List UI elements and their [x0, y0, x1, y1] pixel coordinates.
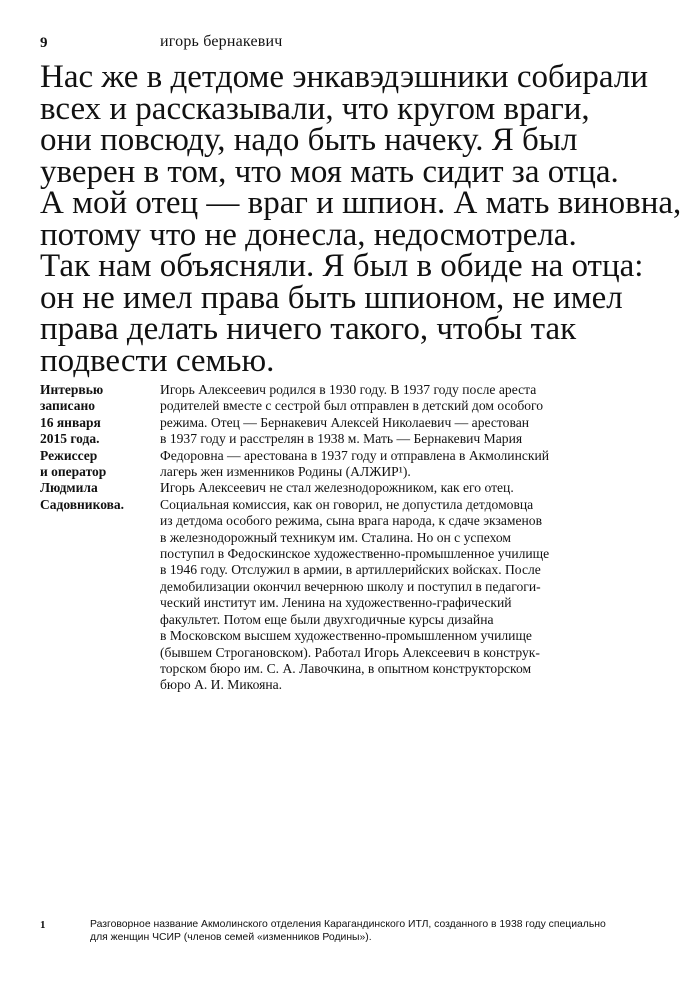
- quote-line: они повсюду, надо быть начеку. Я был: [40, 122, 578, 158]
- quote-line: всех и рассказывали, что кругом враги,: [40, 90, 590, 127]
- credits-line: 16 января: [40, 414, 101, 430]
- credits-line: и оператор: [40, 464, 107, 480]
- bio-line: в железнодорожный техникум им. Сталина. Но он с успехом: [160, 529, 511, 545]
- pull-quote: [40, 59, 682, 379]
- bio-line: в 1946 году. Отслужил в армии, в артиллерийских войсках. После: [160, 562, 541, 578]
- credits-line: Людмила: [40, 480, 98, 496]
- footnote-marker: 1: [40, 919, 46, 931]
- bio-line: Игорь Алексеевич родился в 1930 году. В 1937 году после ареста: [160, 382, 537, 397]
- credits-line: Режиссер: [40, 447, 98, 463]
- bio-line: из детдома особого режима, сына врага народа, к сдаче экзаменов: [160, 513, 542, 529]
- quote-line: А мой отец — враг и шпион. А мать виновна,: [40, 185, 682, 221]
- bio-line: в 1937 году и расстрелян в 1938 м. Мать — Бернакевич Мария: [160, 431, 523, 447]
- credits-line: Интервью: [40, 382, 104, 397]
- page-number: 9: [40, 35, 48, 51]
- bio-line: поступил в Федоскинское художественно-промышленное училище: [160, 546, 550, 562]
- bio-line: бюро А. И. Микояна.: [160, 677, 283, 693]
- credits-line: записано: [40, 398, 95, 414]
- quote-line: Так нам объясняли. Я был в обиде на отца:: [40, 248, 644, 284]
- quote-line: подвести семью.: [40, 342, 275, 379]
- bio-line: факультет. Потом еще были двухгодичные курсы дизайна: [160, 611, 494, 627]
- bio-line: Федоровна — арестована в 1937 году и отправлена в Акмолинский: [160, 447, 550, 463]
- bio-line: Социальная комиссия, как он говорил, не допустила детдомовца: [160, 496, 534, 512]
- bio-line: лагерь жен изменников Родины (АЛЖИР¹).: [160, 464, 411, 480]
- quote-line: права делать ничего такого, чтобы так: [40, 311, 577, 347]
- bio-line: демобилизации окончил вечернюю школу и поступил в педагоги-: [160, 578, 541, 594]
- bio-line: ческий институт им. Ленина на художественно-графический: [160, 595, 512, 611]
- quote-line: потому что не донесла, недосмотрела.: [40, 216, 577, 253]
- bio-line: (бывшем Строгановском). Работал Игорь Алексеевич в конструк-: [160, 644, 540, 660]
- bio-line: торском бюро им. С. А. Лавочкина, в опытном конструкторском: [160, 660, 532, 676]
- running-head: игорь бернакевич: [160, 33, 283, 50]
- credits-line: Садовникова.: [40, 496, 125, 512]
- bio-line: Игорь Алексеевич не стал железнодорожником, как его отец.: [160, 480, 514, 496]
- footnote-line: для женщин ЧСИР (членов семей «изменников Родины»).: [90, 932, 372, 943]
- footnote: [90, 918, 660, 944]
- bio-line: родителей вместе с сестрой был отправлен в детский дом особого: [160, 398, 544, 414]
- quote-line: уверен в том, что моя мать сидит за отца.: [40, 153, 619, 190]
- credits-line: 2015 года.: [40, 431, 100, 447]
- bio-line: в Московском высшем художественно-промышленном училище: [160, 628, 532, 644]
- biography-text: [160, 382, 660, 694]
- quote-line: он не имел права быть шпионом, не имел: [40, 279, 623, 316]
- footnote-line: Разговорное название Акмолинского отделения Карагандинского ИТЛ, созданного в 1938 году специально: [90, 919, 606, 930]
- bio-line: режима. Отец — Бернакевич Алексей Николаевич — арестован: [160, 414, 530, 430]
- interview-credits: [40, 382, 160, 513]
- quote-line: Нас же в детдоме энкавэдэшники собирали: [40, 59, 648, 95]
